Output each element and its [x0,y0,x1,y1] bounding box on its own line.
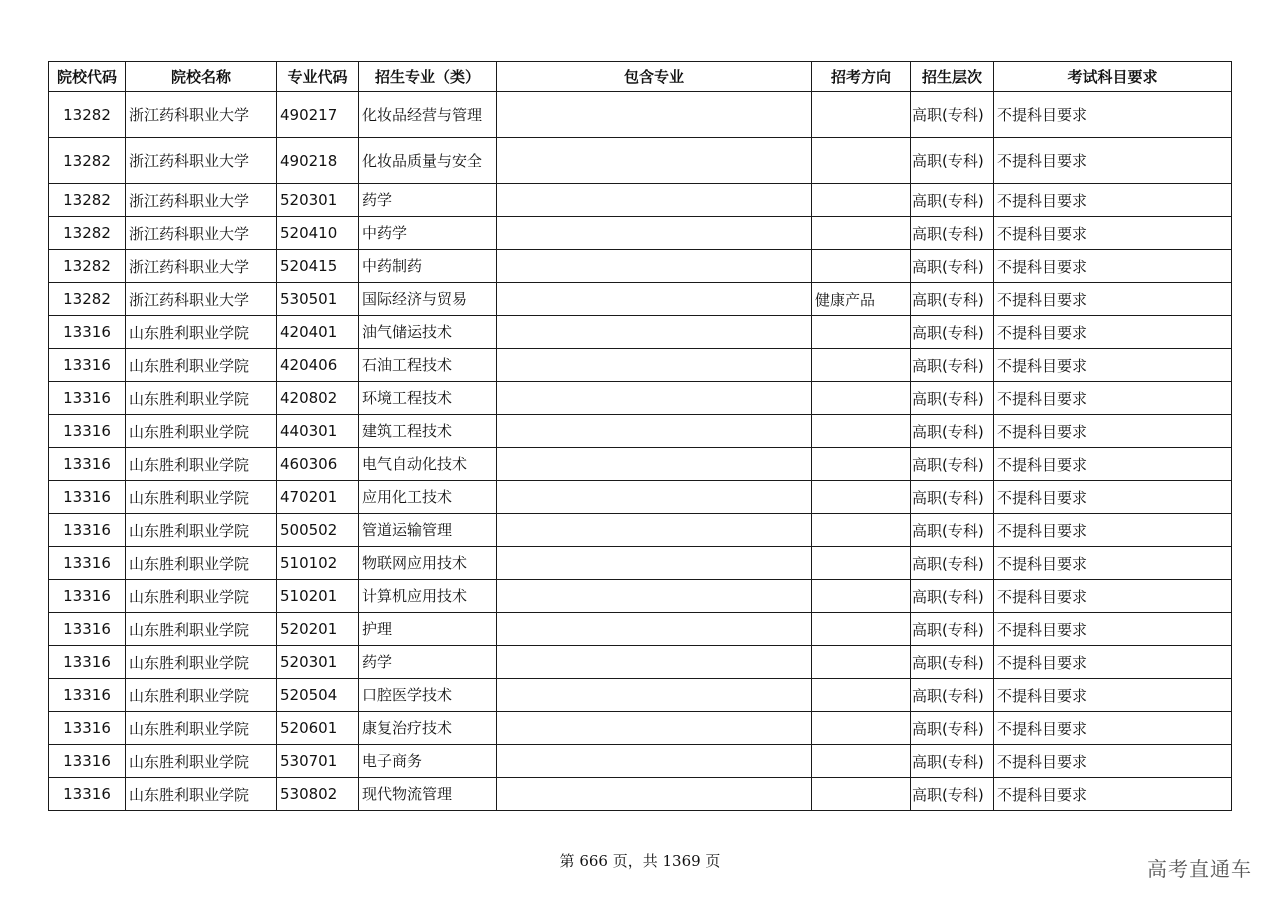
cell-level: 高职(专科) [911,217,994,250]
cell-included-majors [497,514,812,547]
table-row [49,613,1232,646]
cell-major-code: 500502 [277,514,359,547]
cell-major-name: 计算机应用技术 [359,580,497,613]
cell-major-code: 460306 [277,448,359,481]
cell-major-name: 应用化工技术 [359,481,497,514]
cell-included-majors [497,382,812,415]
cell-school-name: 山东胜利职业学院 [126,547,277,580]
cell-school-name: 浙江药科职业大学 [126,217,277,250]
cell-level: 高职(专科) [911,415,994,448]
cell-direction [812,415,911,448]
cell-school-code: 13316 [49,778,126,811]
cell-subject-requirement: 不提科目要求 [994,250,1232,283]
table-row [49,349,1232,382]
cell-direction [812,613,911,646]
cell-school-code: 13316 [49,547,126,580]
table-row [49,514,1232,547]
cell-level: 高职(专科) [911,712,994,745]
cell-school-name: 山东胜利职业学院 [126,646,277,679]
cell-included-majors [497,745,812,778]
cell-major-code: 470201 [277,481,359,514]
cell-direction [812,184,911,217]
cell-subject-requirement: 不提科目要求 [994,92,1232,138]
cell-included-majors [497,138,812,184]
cell-subject-requirement: 不提科目要求 [994,481,1232,514]
table-row [49,481,1232,514]
cell-level: 高职(专科) [911,514,994,547]
cell-included-majors [497,547,812,580]
cell-major-code: 520415 [277,250,359,283]
cell-included-majors [497,580,812,613]
cell-direction [812,514,911,547]
cell-major-code: 520410 [277,217,359,250]
cell-major-name: 电子商务 [359,745,497,778]
cell-school-code: 13282 [49,217,126,250]
cell-direction [812,349,911,382]
cell-direction [812,316,911,349]
cell-major-code: 490218 [277,138,359,184]
cell-school-name: 浙江药科职业大学 [126,250,277,283]
cell-school-code: 13316 [49,448,126,481]
cell-direction [812,448,911,481]
cell-included-majors [497,349,812,382]
cell-major-name: 药学 [359,184,497,217]
cell-level: 高职(专科) [911,138,994,184]
cell-school-code: 13316 [49,679,126,712]
admission-majors-table [48,61,1232,811]
cell-school-name: 山东胜利职业学院 [126,745,277,778]
cell-included-majors [497,646,812,679]
cell-major-name: 中药学 [359,217,497,250]
cell-included-majors [497,283,812,316]
cell-school-code: 13316 [49,580,126,613]
cell-level: 高职(专科) [911,547,994,580]
header-school-name: 院校名称 [126,62,277,92]
cell-included-majors [497,679,812,712]
cell-subject-requirement: 不提科目要求 [994,679,1232,712]
cell-level: 高职(专科) [911,283,994,316]
table-row [49,712,1232,745]
cell-subject-requirement: 不提科目要求 [994,712,1232,745]
table-row [49,547,1232,580]
cell-school-code: 13282 [49,184,126,217]
cell-included-majors [497,92,812,138]
cell-major-code: 510102 [277,547,359,580]
cell-major-name: 电气自动化技术 [359,448,497,481]
cell-subject-requirement: 不提科目要求 [994,382,1232,415]
cell-school-name: 山东胜利职业学院 [126,679,277,712]
cell-school-code: 13316 [49,712,126,745]
cell-school-name: 浙江药科职业大学 [126,184,277,217]
cell-included-majors [497,250,812,283]
cell-level: 高职(专科) [911,184,994,217]
cell-subject-requirement: 不提科目要求 [994,283,1232,316]
table-row [49,415,1232,448]
cell-level: 高职(专科) [911,778,994,811]
cell-level: 高职(专科) [911,646,994,679]
cell-major-name: 建筑工程技术 [359,415,497,448]
cell-direction [812,547,911,580]
cell-major-code: 520301 [277,184,359,217]
cell-included-majors [497,415,812,448]
table-row [49,679,1232,712]
watermark-logo-text: 高考直通车 [1147,857,1252,881]
table-row [49,646,1232,679]
cell-subject-requirement: 不提科目要求 [994,778,1232,811]
cell-school-name: 浙江药科职业大学 [126,283,277,316]
cell-school-name: 山东胜利职业学院 [126,382,277,415]
cell-level: 高职(专科) [911,679,994,712]
table-row [49,184,1232,217]
cell-included-majors [497,613,812,646]
cell-major-code: 420802 [277,382,359,415]
table-row [49,138,1232,184]
cell-school-name: 浙江药科职业大学 [126,138,277,184]
cell-school-code: 13316 [49,349,126,382]
cell-major-code: 420401 [277,316,359,349]
cell-major-code: 530701 [277,745,359,778]
cell-school-code: 13316 [49,481,126,514]
cell-major-code: 520201 [277,613,359,646]
cell-direction [812,646,911,679]
cell-subject-requirement: 不提科目要求 [994,745,1232,778]
table-row [49,580,1232,613]
header-school-code: 院校代码 [49,62,126,92]
cell-level: 高职(专科) [911,349,994,382]
table-row [49,448,1232,481]
cell-direction [812,92,911,138]
cell-school-code: 13316 [49,745,126,778]
table-row [49,382,1232,415]
cell-school-name: 山东胜利职业学院 [126,448,277,481]
cell-subject-requirement: 不提科目要求 [994,184,1232,217]
cell-direction [812,138,911,184]
cell-major-name: 油气储运技术 [359,316,497,349]
cell-direction [812,481,911,514]
cell-level: 高职(专科) [911,481,994,514]
header-major-name: 招生专业（类） [359,62,497,92]
cell-direction [812,382,911,415]
cell-school-name: 山东胜利职业学院 [126,613,277,646]
cell-major-name: 石油工程技术 [359,349,497,382]
cell-level: 高职(专科) [911,613,994,646]
cell-level: 高职(专科) [911,448,994,481]
header-direction: 招考方向 [812,62,911,92]
cell-school-name: 山东胜利职业学院 [126,349,277,382]
cell-major-name: 康复治疗技术 [359,712,497,745]
cell-major-code: 530501 [277,283,359,316]
table-row [49,283,1232,316]
cell-included-majors [497,481,812,514]
cell-school-name: 山东胜利职业学院 [126,481,277,514]
cell-major-code: 490217 [277,92,359,138]
cell-direction [812,679,911,712]
cell-subject-requirement: 不提科目要求 [994,580,1232,613]
cell-direction [812,712,911,745]
cell-level: 高职(专科) [911,316,994,349]
cell-subject-requirement: 不提科目要求 [994,646,1232,679]
cell-school-code: 13282 [49,92,126,138]
table-row [49,745,1232,778]
cell-subject-requirement: 不提科目要求 [994,316,1232,349]
cell-direction [812,580,911,613]
table-row [49,778,1232,811]
header-included-majors: 包含专业 [497,62,812,92]
table-row [49,250,1232,283]
cell-school-code: 13316 [49,382,126,415]
cell-school-code: 13316 [49,316,126,349]
cell-major-name: 药学 [359,646,497,679]
cell-school-code: 13282 [49,250,126,283]
cell-subject-requirement: 不提科目要求 [994,138,1232,184]
cell-major-name: 中药制药 [359,250,497,283]
cell-direction [812,745,911,778]
cell-school-name: 山东胜利职业学院 [126,712,277,745]
cell-major-name: 现代物流管理 [359,778,497,811]
cell-subject-requirement: 不提科目要求 [994,217,1232,250]
cell-major-code: 520601 [277,712,359,745]
cell-school-code: 13316 [49,646,126,679]
table-header-row [49,62,1232,92]
cell-school-code: 13316 [49,514,126,547]
cell-major-code: 420406 [277,349,359,382]
cell-school-code: 13316 [49,415,126,448]
cell-major-name: 化妆品经营与管理 [359,92,497,138]
cell-subject-requirement: 不提科目要求 [994,415,1232,448]
cell-subject-requirement: 不提科目要求 [994,448,1232,481]
cell-school-name: 山东胜利职业学院 [126,316,277,349]
cell-direction [812,217,911,250]
cell-subject-requirement: 不提科目要求 [994,349,1232,382]
cell-school-code: 13282 [49,283,126,316]
cell-included-majors [497,217,812,250]
cell-major-name: 护理 [359,613,497,646]
header-major-code: 专业代码 [277,62,359,92]
cell-direction [812,250,911,283]
cell-school-name: 浙江药科职业大学 [126,92,277,138]
cell-major-code: 440301 [277,415,359,448]
cell-level: 高职(专科) [911,382,994,415]
cell-major-code: 530802 [277,778,359,811]
table-row [49,217,1232,250]
cell-included-majors [497,448,812,481]
cell-subject-requirement: 不提科目要求 [994,514,1232,547]
header-level: 招生层次 [911,62,994,92]
cell-major-code: 520504 [277,679,359,712]
table-row [49,92,1232,138]
cell-level: 高职(专科) [911,250,994,283]
cell-included-majors [497,778,812,811]
cell-school-name: 山东胜利职业学院 [126,415,277,448]
cell-major-name: 环境工程技术 [359,382,497,415]
cell-level: 高职(专科) [911,580,994,613]
cell-included-majors [497,184,812,217]
cell-direction: 健康产品 [812,283,911,316]
cell-major-code: 510201 [277,580,359,613]
cell-major-name: 化妆品质量与安全 [359,138,497,184]
cell-major-name: 管道运输管理 [359,514,497,547]
cell-school-name: 山东胜利职业学院 [126,580,277,613]
page-number: 第 666 页，共 1369 页 [559,852,721,870]
cell-school-code: 13316 [49,613,126,646]
cell-school-name: 山东胜利职业学院 [126,778,277,811]
table-row [49,316,1232,349]
cell-major-name: 国际经济与贸易 [359,283,497,316]
cell-subject-requirement: 不提科目要求 [994,613,1232,646]
header-subject-requirement: 考试科目要求 [994,62,1232,92]
cell-subject-requirement: 不提科目要求 [994,547,1232,580]
cell-included-majors [497,316,812,349]
cell-level: 高职(专科) [911,92,994,138]
cell-direction [812,778,911,811]
table-body [49,92,1232,811]
cell-level: 高职(专科) [911,745,994,778]
cell-major-code: 520301 [277,646,359,679]
cell-school-code: 13282 [49,138,126,184]
cell-major-name: 口腔医学技术 [359,679,497,712]
cell-included-majors [497,712,812,745]
cell-school-name: 山东胜利职业学院 [126,514,277,547]
cell-major-name: 物联网应用技术 [359,547,497,580]
